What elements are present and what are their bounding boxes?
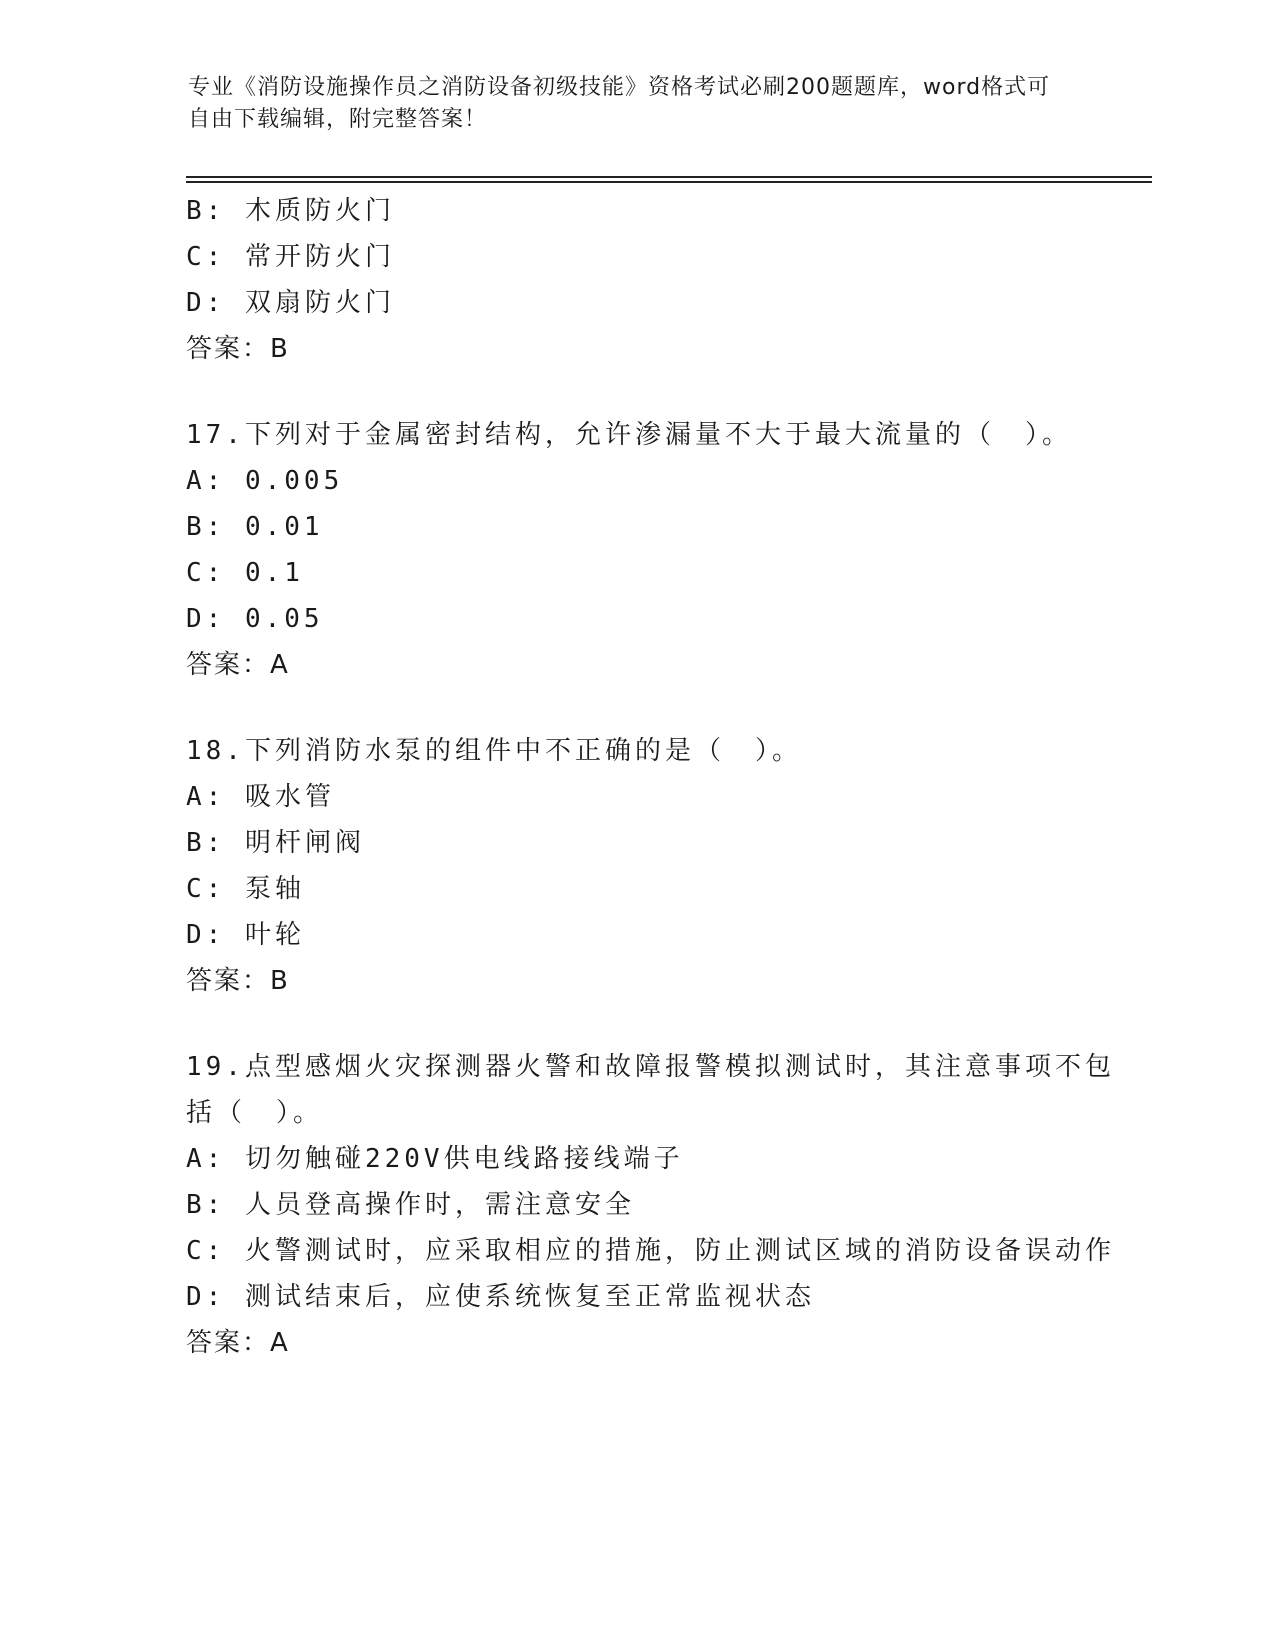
question-content (186, 188, 1115, 1366)
option-b: B: 0.01 (186, 512, 324, 542)
header-divider-top (186, 176, 1152, 178)
option-b: B: 木质防火门 (186, 196, 395, 226)
header-divider-bottom (186, 181, 1152, 183)
header-title: 专业《消防设施操作员之消防设备初级技能》资格考试必刷200题题库，word格式可自由下载编辑，附完整答案！ (188, 75, 1051, 132)
option-c: C: 常开防火门 (186, 242, 395, 272)
question-19-text-line1: 19.点型感烟火灾探测器火警和故障报警模拟测试时，其注意事项不包 (186, 1052, 1115, 1082)
question-17-text: 17.下列对于金属密封结构，允许渗漏量不大于最大流量的（ ）。 (186, 420, 1072, 450)
option-c: C: 泵轴 (186, 874, 305, 904)
option-a: A: 0.005 (186, 466, 344, 496)
option-d: D: 测试结束后，应使系统恢复至正常监视状态 (186, 1282, 815, 1312)
answer: 答案：B (186, 966, 290, 996)
answer: 答案：B (186, 334, 290, 364)
option-d: D: 双扇防火门 (186, 288, 395, 318)
option-d: D: 0.05 (186, 604, 324, 634)
option-a: A: 吸水管 (186, 782, 335, 812)
document-header (188, 72, 1068, 136)
option-a: A: 切勿触碰220V供电线路接线端子 (186, 1144, 684, 1174)
question-19-text-line2: 括（ ）。 (186, 1098, 324, 1128)
question-18-text: 18.下列消防水泵的组件中不正确的是（ ）。 (186, 736, 802, 766)
answer: 答案：A (186, 1328, 290, 1358)
answer: 答案：A (186, 650, 290, 680)
option-c: C: 火警测试时，应采取相应的措施，防止测试区域的消防设备误动作 (186, 1236, 1115, 1266)
option-b: B: 明杆闸阀 (186, 828, 365, 858)
option-c: C: 0.1 (186, 558, 304, 588)
option-d: D: 叶轮 (186, 920, 305, 950)
option-b: B: 人员登高操作时，需注意安全 (186, 1190, 635, 1220)
